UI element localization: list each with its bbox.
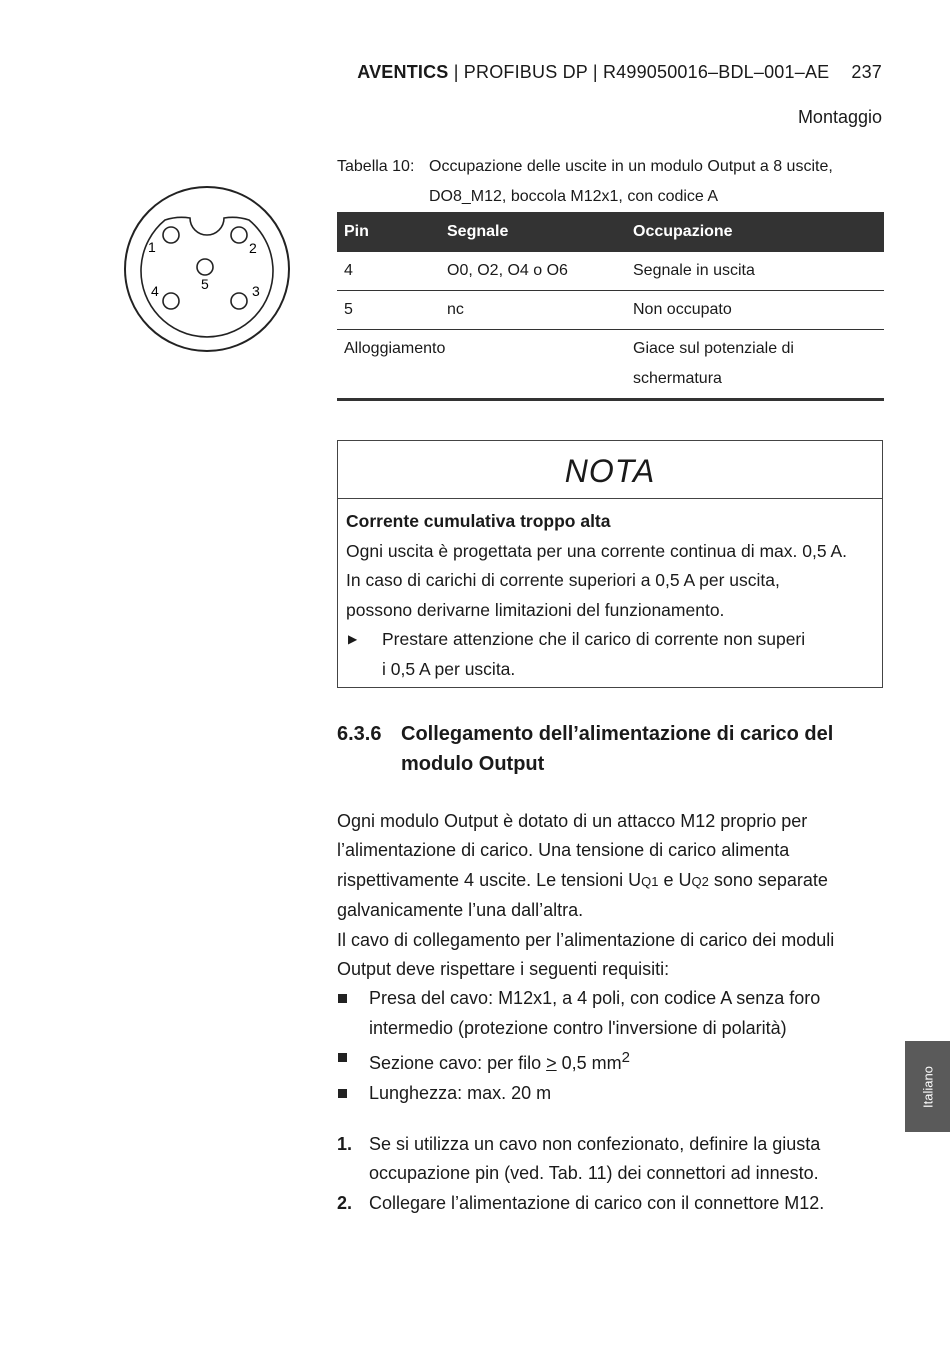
step-number: 1. [337,1134,353,1154]
paragraph-line: Output deve rispettare i seguenti requisiti: [337,959,670,980]
table-cell: nc [440,291,626,330]
text-run: 0,5 mm [556,1053,622,1074]
list-item [337,1079,883,1108]
list-item [337,1189,883,1218]
pin-hole [231,293,247,309]
text-run: sono separate [708,869,828,890]
numbered-steps [337,1130,883,1218]
note-step-text: i 0,5 A per uscita. [382,658,516,679]
note-step-text: Prestare attenzione che il carico di corrente non superi [382,629,806,649]
section-heading [337,720,883,779]
pin-hole [231,227,247,243]
note-title: NOTA [338,441,882,499]
note-body [338,499,882,684]
body-text [337,807,883,1108]
note-text: Ogni uscita è progettata per una corrente continua di max. 0,5 A. [346,540,847,561]
caption-label: Tabella 10: [337,158,415,175]
pin-label: 3 [252,283,260,299]
list-item-text: Presa del cavo: M12x1, a 4 poli, con codice A senza foro [369,988,821,1009]
m12-connector-diagram [122,184,292,354]
table-caption [337,152,883,212]
step-text: Se si utilizza un cavo non confezionato, definire la giusta [369,1134,821,1154]
table-cell: O0, O2, O4 o O6 [440,252,626,291]
paragraph-line [337,866,883,896]
superscript: 2 [621,1049,630,1067]
list-item [337,1043,883,1078]
triangle-right-icon: ▶ [348,632,358,646]
pin-label: 5 [201,276,209,292]
step-number: 2. [337,1192,353,1213]
cell-line: Giace sul potenziale di [633,340,794,357]
voltage-subscript: Q1 [641,873,659,889]
column-header: Segnale [440,212,626,252]
paragraph-line: l’alimentazione di carico. Una tensione di carico alimenta [337,840,790,861]
table-header-row [337,212,884,252]
column-header: Pin [337,212,440,252]
paragraph-line: Ogni modulo Output è dotato di un attacco M12 proprio per [337,811,808,831]
paragraph-line: galvanicamente l’una dall’altra. [337,900,584,921]
text-run: > [546,1053,557,1074]
section-name: Montaggio [797,107,882,127]
note-text: In caso di carichi di corrente superiori a 0,5 A per uscita, [346,570,780,590]
table-cell: Alloggiamento [337,330,626,400]
pin-hole [197,259,213,275]
cell-line: schermatura [633,370,722,387]
document-id: | PROFIBUS DP | R499050016–BDL–001–AE [448,62,830,82]
table-cell [626,330,884,400]
pin-label: 1 [148,239,156,255]
note-box [337,440,883,688]
list-item [337,984,883,1043]
list-item [337,1130,883,1189]
section-number: 6.3.6 [337,723,382,745]
voltage-subscript: Q2 [691,873,709,889]
text-run: Sezione cavo: per filo [369,1053,547,1074]
pin-assignment-table [337,212,884,401]
bullet-square-icon [338,1053,347,1062]
text-run: rispettivamente 4 uscite. Le tensioni U [337,869,642,890]
pin-hole [163,227,179,243]
brand-name: AVENTICS [357,62,449,82]
pin-hole [163,293,179,309]
section-title-line: modulo Output [401,752,545,775]
table-cell: 5 [337,291,440,330]
bullet-square-icon [338,994,347,1003]
bullet-square-icon [338,1089,347,1098]
running-header [357,62,882,83]
pin-label: 4 [151,283,159,299]
note-text: possono derivarne limitazioni del funzionamento. [346,599,725,620]
step-text: Collegare l’alimentazione di carico con il connettore M12. [369,1192,825,1213]
caption-line: DO8_M12, boccola M12x1, con codice A [429,188,719,205]
note-action-step [346,625,874,684]
caption-line: Occupazione delle uscite in un modulo Output a 8 uscite, [429,158,833,175]
text-run: e U [658,869,692,890]
table-cell: 4 [337,252,440,291]
language-side-tab [905,1041,950,1132]
list-item-text: Lunghezza: max. 20 m [369,1082,552,1103]
list-item-text: intermedio (protezione contro l'inversione di polarità) [369,1017,787,1038]
note-heading: Corrente cumulativa troppo alta [346,511,611,531]
language-label: Italiano [920,1065,935,1108]
table-cell: Segnale in uscita [626,252,884,291]
section-title-line: Collegamento dell’alimentazione di carico del [401,723,834,745]
paragraph-line: Il cavo di collegamento per l’alimentazione di carico dei moduli [337,929,835,950]
pin-label: 2 [249,240,257,256]
page-number: 237 [851,62,882,82]
table-row [337,330,884,400]
table-row [337,252,884,291]
column-header: Occupazione [626,212,884,252]
table-cell: Non occupato [626,291,884,330]
table-row [337,291,884,330]
step-text: occupazione pin (ved. Tab. 11) dei connettori ad innesto. [369,1163,819,1184]
